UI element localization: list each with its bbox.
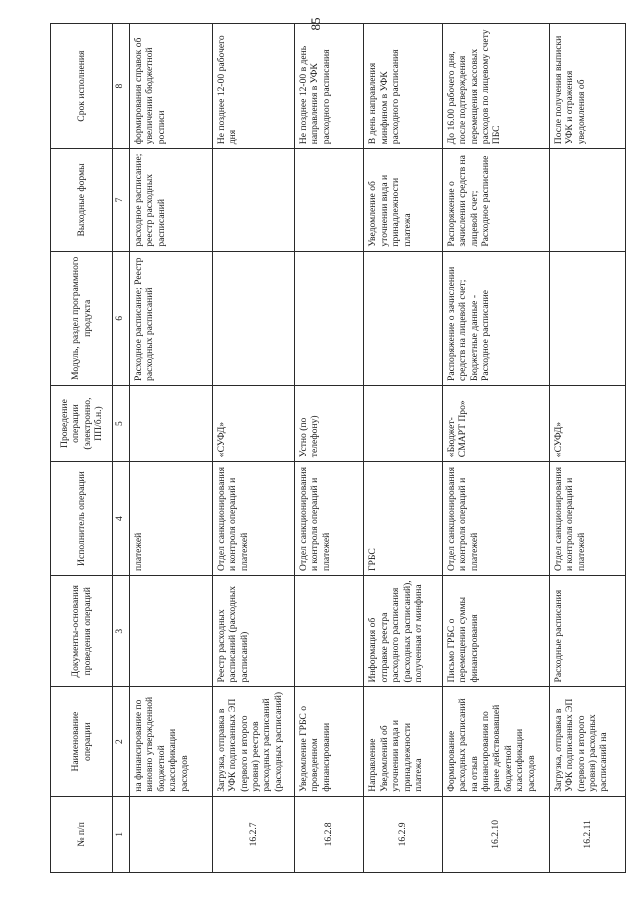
software-module — [212, 251, 294, 385]
column-number: 3 — [113, 575, 130, 687]
column-number-row — [113, 24, 130, 873]
basis-documents: Письмо ГРБС о перемещении суммы финансирования — [442, 575, 549, 687]
row-number: 16.2.8 — [294, 796, 364, 872]
deadline: формирования справок об увеличении бюджетной росписи — [130, 24, 213, 149]
operation-name: Формирование расходных расписаний на отзыв финансирования по ранее действовавшей бюджетной классификации расходов — [442, 687, 549, 796]
column-number: 2 — [113, 687, 130, 796]
header-cell: Исполнитель операции — [51, 462, 113, 576]
basis-documents: Расходные расписания — [549, 575, 625, 687]
table-row — [442, 24, 549, 873]
table-row — [294, 24, 364, 873]
column-number: 5 — [113, 385, 130, 461]
execution-mode: «СУФД» — [549, 385, 625, 461]
header-cell: Наименование операции — [51, 687, 113, 796]
execution-mode — [364, 385, 442, 461]
basis-documents: Информация об отправке реестра расходного расписания (расходных расписаний), полученная от минфина — [364, 575, 442, 687]
execution-mode: «СУФД» — [212, 385, 294, 461]
header-cell: Проведение операции (электронно, ПП/б.н.) — [51, 385, 113, 461]
executor: Отдел санкционирования и контроля операций и платежей — [212, 462, 294, 576]
operation-name: Направление Уведомлений об уточнении вида и принадлежности платежа — [364, 687, 442, 796]
header-cell: Модуль, раздел программного продукта — [51, 251, 113, 385]
operation-name: Уведомление ГРБС о проведенном финансировании — [294, 687, 364, 796]
rotated-table-wrapper — [50, 23, 626, 873]
output-forms — [294, 149, 364, 251]
executor: платежей — [130, 462, 213, 576]
executor: Отдел санкционирования и контроля операций и платежей — [294, 462, 364, 576]
row-number: 16.2.10 — [442, 796, 549, 872]
row-number — [130, 796, 213, 872]
row-number: 16.2.11 — [549, 796, 625, 872]
deadline: Не позднее 12-00 в день направления в УФК расходного расписания — [294, 24, 364, 149]
output-forms: расходное расписание; реестр расходных расписаний — [130, 149, 213, 251]
software-module — [294, 251, 364, 385]
row-number: 16.2.7 — [212, 796, 294, 872]
software-module — [364, 251, 442, 385]
output-forms: Уведомление об уточнении вида и принадлежности платежа — [364, 149, 442, 251]
deadline: После получения выписки УФК и отражения уведомления об — [549, 24, 625, 149]
execution-mode: Устно (по телефону) — [294, 385, 364, 461]
header-cell: № п/п — [51, 796, 113, 872]
table-row — [212, 24, 294, 873]
software-module — [549, 251, 625, 385]
basis-documents: Реестр расходных расписаний (расходных расписаний) — [212, 575, 294, 687]
operation-name: Загрузка, отправка в УФК подписанных ЭП (первого и второго уровня) расходных расписаний на — [549, 687, 625, 796]
table-row — [130, 24, 213, 873]
executor: Отдел санкционирования и контроля операций и платежей — [442, 462, 549, 576]
header-row — [51, 24, 113, 873]
table-row — [364, 24, 442, 873]
deadline: Не позднее 12-00 рабочего дня — [212, 24, 294, 149]
basis-documents — [130, 575, 213, 687]
table-row — [549, 24, 625, 873]
column-number: 7 — [113, 149, 130, 251]
executor: ГРБС — [364, 462, 442, 576]
software-module: Распоряжение о зачислении средств на лицевой счет; Бюджетные данные - Расходное расписание — [442, 251, 549, 385]
deadline: В день направления минфином в УФК расходного расписания — [364, 24, 442, 149]
execution-mode — [130, 385, 213, 461]
output-forms — [549, 149, 625, 251]
operation-name: Загрузка, отправка в УФК подписанных ЭП (первого и второго уровня) реестров расходных расписаний (расходных расписаний) — [212, 687, 294, 796]
deadline: До 16.00 рабочего дня, после подтверждения перемещения кассовых расходов по лицевому счету ПБС — [442, 24, 549, 149]
header-cell: Выходные формы — [51, 149, 113, 251]
output-forms: Распоряжение о зачислении средств на лицевой счет; Расходное расписание — [442, 149, 549, 251]
header-cell: Срок исполнения — [51, 24, 113, 149]
operation-name: на финансирование по виновно утвержденной бюджетной классификации расходов — [130, 687, 213, 796]
operations-table — [50, 23, 626, 873]
column-number: 4 — [113, 462, 130, 576]
column-number: 1 — [113, 796, 130, 872]
output-forms — [212, 149, 294, 251]
page-number: 85 — [308, 17, 323, 31]
row-number: 16.2.9 — [364, 796, 442, 872]
execution-mode: «Бюджет-СМАРТ Про» — [442, 385, 549, 461]
basis-documents — [294, 575, 364, 687]
column-number: 6 — [113, 251, 130, 385]
column-number: 8 — [113, 24, 130, 149]
software-module: Расходное расписание; Реестр расходных расписаний — [130, 251, 213, 385]
header-cell: Документы-основания проведения операций — [51, 575, 113, 687]
executor: Отдел санкционирования и контроля операций и платежей — [549, 462, 625, 576]
